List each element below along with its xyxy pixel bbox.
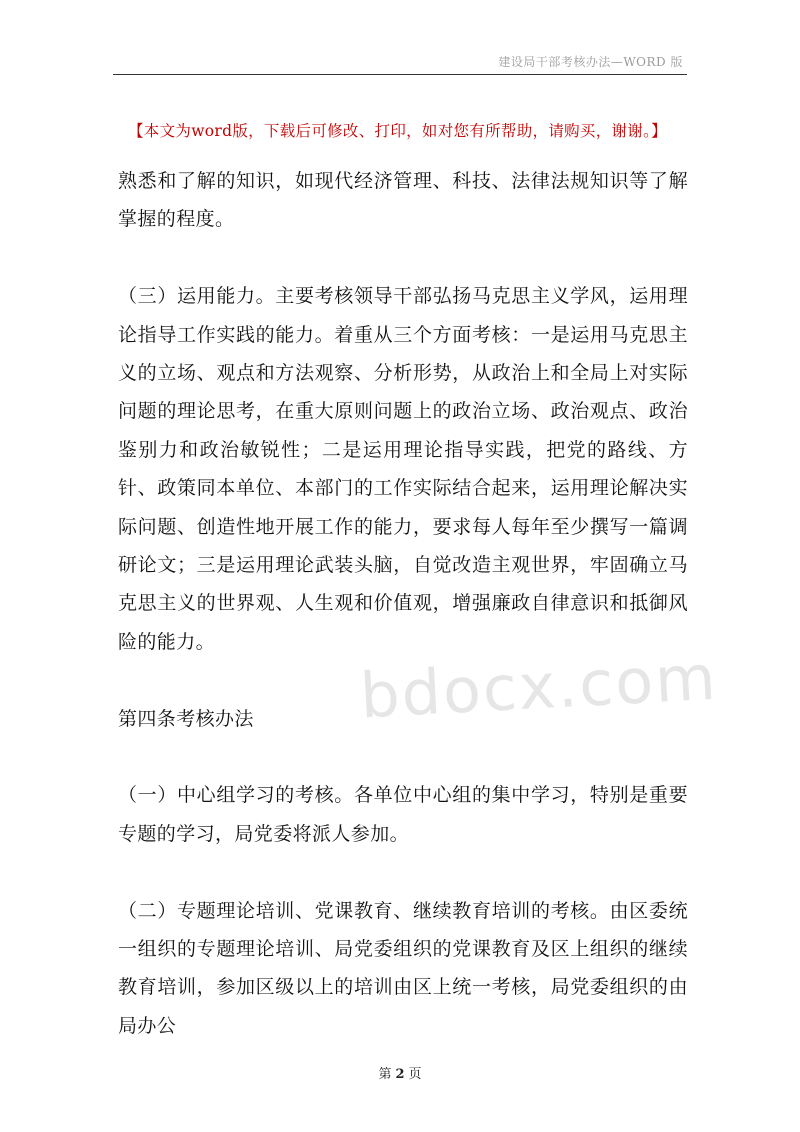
footer-suffix: 页 bbox=[408, 1067, 422, 1082]
header-rule bbox=[113, 74, 687, 75]
document-body bbox=[118, 162, 688, 1045]
paragraph-gap bbox=[118, 239, 688, 277]
page-footer bbox=[0, 1063, 800, 1082]
footer-prefix: 第 bbox=[378, 1067, 392, 1082]
purchase-notice: 【本文为word版，下载后可修改、打印，如对您有所帮助，请购买，谢谢。】 bbox=[128, 122, 667, 140]
header-title: 建设局干部考核办法—WORD 版 bbox=[498, 55, 683, 69]
paragraph-application-ability: （三）运用能力。主要考核领导干部弘扬马克思主义学风，运用理论指导工作实践的能力。着重从三个方面考核：一是运用马克思主义的立场、观点和方法观察、分析形势，从政治上和全局上对实际问题的理论思考，在重大原则问题上的政治立场、政治观点、政治鉴别力和政治敏锐性；二是运用理论指导实践，把党的路线、方针、政策同本单位、本部门的工作实际结合起来，运用理论解决实际问题、创造性地开展工作的能力，要求每人每年至少撰写一篇调研论文；三是运用理论武装头脑，自觉改造主观世界，牢固确立马克思主义的世界观、人生观和价值观，增强廉政自律意识和抵御风险的能力。 bbox=[118, 285, 688, 653]
paragraph-gap bbox=[118, 738, 688, 776]
section-heading-article-4: 第四条考核办法 bbox=[118, 707, 254, 730]
watermark: bdocx.com bbox=[358, 640, 720, 733]
paragraph-special-training: （二）专题理论培训、党课教育、继续教育培训的考核。由区委统一组织的专题理论培训、局党委组织的党课教育及区上组织的继续教育培训，参加区级以上的培训由区上统一考核，局党委组织的由局办公 bbox=[118, 899, 688, 1037]
paragraph-central-group-study: （一）中心组学习的考核。各单位中心组的集中学习，特别是重要专题的学习，局党委将派人参加。 bbox=[118, 784, 688, 845]
page-number: 2 bbox=[395, 1067, 405, 1082]
paragraph-knowledge: 熟悉和了解的知识，如现代经济管理、科技、法律法规知识等了解掌握的程度。 bbox=[118, 170, 688, 231]
paragraph-gap bbox=[118, 853, 688, 891]
paragraph-gap bbox=[118, 661, 688, 699]
